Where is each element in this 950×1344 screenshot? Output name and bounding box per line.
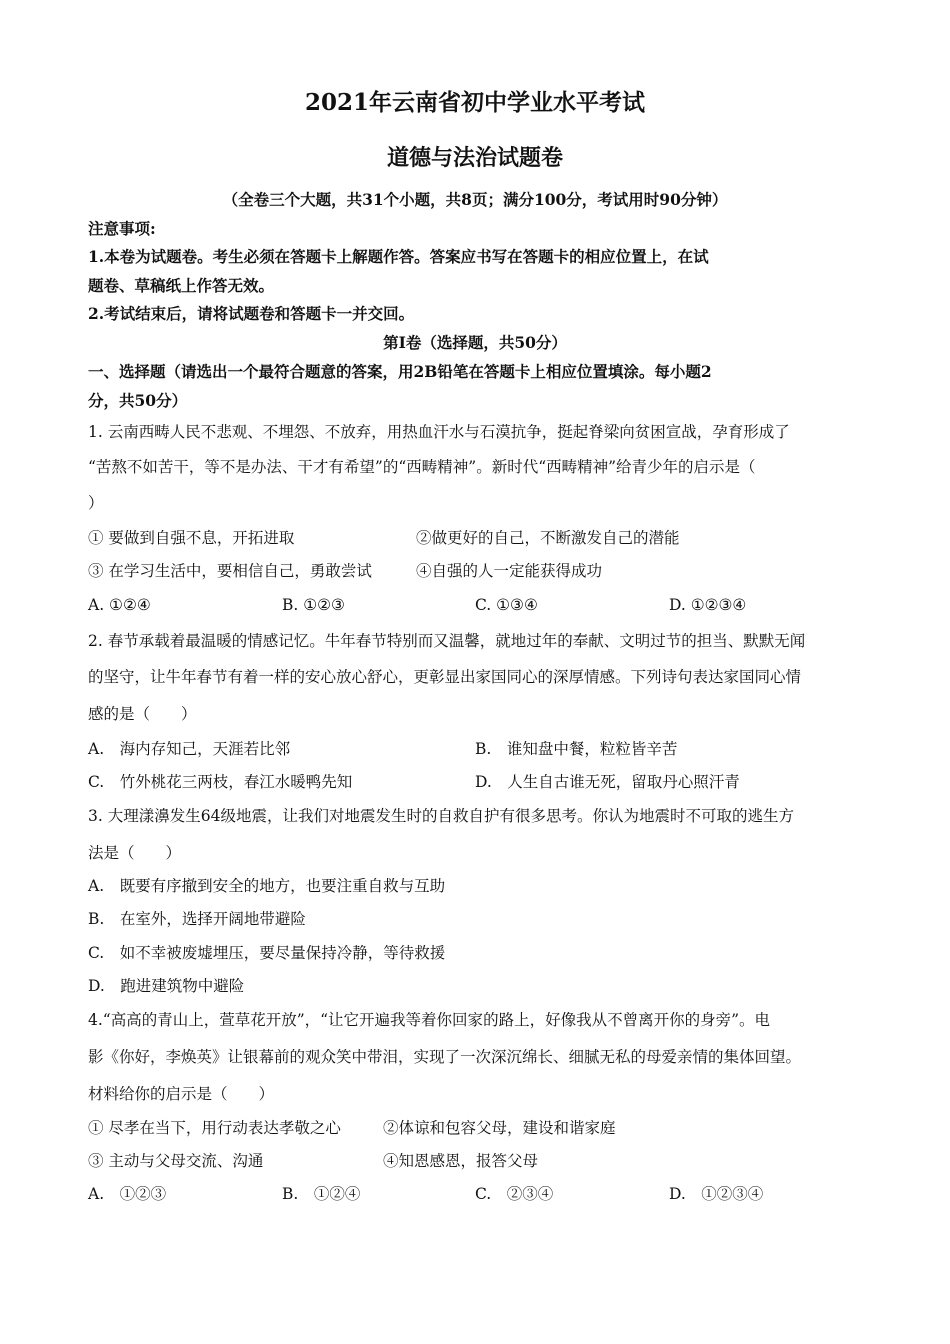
exam-subtitle: 道德与法治试题卷	[386, 145, 563, 171]
q4-statement-4: ④知恩感恩，报答父母	[383, 1152, 539, 1170]
q4-stem-line3: 材料给你的启示是（ ）	[88, 1085, 275, 1103]
q4-stem-line1: 4.“高高的青山上，萱草花开放”，“让它开遍我等着你回家的路上，好像我从不曾离开你的身旁”。电	[88, 1011, 770, 1029]
q3-stem-line2: 法是（ ）	[88, 844, 182, 862]
q4-stem-line2: 影《你好，李焕英》让银幕前的观众笑中带泪，实现了一次深沉绵长、细腻无私的母爱亲情的集体回望。	[88, 1048, 802, 1066]
exam-note: （全卷三个大题，共31个小题，共8页；满分100分，考试用时90分钟）	[222, 190, 728, 209]
q1-stem-line3: ）	[88, 494, 104, 512]
q4-option-b: B. ①②④	[282, 1185, 361, 1203]
q1-option-a: A. ①②④	[88, 596, 151, 614]
section-instruction-line1: 一、选择题（请选出一个最符合题意的答案，用2B铅笔在答题卡上相应位置填涂。每小题2	[88, 362, 712, 381]
q4-option-a: A. ①②③	[88, 1185, 167, 1203]
q4-statement-1: ① 尽孝在当下，用行动表达孝敬之心	[88, 1119, 341, 1137]
q1-option-b: B. ①②③	[282, 596, 345, 614]
q4-statement-3: ③ 主动与父母交流、沟通	[88, 1152, 264, 1170]
section-instruction-line2: 分，共50分）	[88, 391, 188, 410]
q2-stem-line1: 2. 春节承载着最温暖的情感记忆。牛年春节特别而又温馨，就地过年的奉献、文明过节的担当、默默无闻	[88, 632, 806, 650]
q2-option-b: B. 谁知盘中餐，粒粒皆辛苦	[475, 740, 678, 758]
q4-statement-2: ②体谅和包容父母，建设和谐家庭	[383, 1119, 616, 1137]
q4-option-c: C. ②③④	[475, 1185, 554, 1203]
volume-heading: 第Ⅰ卷（选择题，共50分）	[383, 333, 567, 352]
q4-option-d: D. ①②③④	[669, 1185, 764, 1203]
q2-option-c: C. 竹外桃花三两枝，春江水暖鸭先知	[88, 773, 353, 791]
notice-item1-line1: 1.本卷为试题卷。考生必须在答题卡上解题作答。答案应书写在答题卡的相应位置上，在试	[88, 247, 709, 266]
q1-stem-line1: 1. 云南西畴人民不悲观、不埋怨、不放弃，用热血汗水与石漠抗争，挺起脊梁向贫困宣战，孕育形成了	[88, 423, 790, 441]
notice-item2: 2.考试结束后，请将试题卷和答题卡一并交回。	[88, 304, 415, 323]
q1-option-d: D. ①②③④	[669, 596, 747, 614]
q2-option-d: D. 人生自古谁无死，留取丹心照汗青	[475, 773, 740, 791]
q3-option-b: B. 在室外，选择开阔地带避险	[88, 910, 306, 928]
q1-statement-3: ③ 在学习生活中，要相信自己，勇敢尝试	[88, 562, 372, 580]
q3-stem-line1: 3. 大理漾濞发生64级地震，让我们对地震发生时的自救自护有很多思考。你认为地震时不可取的逃生方	[88, 807, 794, 825]
q3-option-c: C. 如不幸被废墟埋压，要尽量保持冷静，等待救援	[88, 944, 446, 962]
q1-statement-2: ②做更好的自己，不断激发自己的潜能	[416, 529, 680, 547]
notice-heading: 注意事项:	[88, 219, 156, 238]
q3-option-d: D. 跑进建筑物中避险	[88, 977, 245, 995]
q1-stem-line2: “苦熬不如苦干，等不是办法、干才有希望”的“西畴精神”。新时代“西畴精神”给青少年的启示是（	[88, 458, 756, 476]
exam-title: 2021年云南省初中学业水平考试	[304, 89, 645, 116]
q3-option-a: A. 既要有序撤到安全的地方，也要注重自救与互助	[88, 877, 446, 895]
q2-stem-line2: 的坚守，让牛年春节有着一样的安心放心舒心，更彰显出家国同心的深厚情感。下列诗句表达家国同心情	[88, 668, 802, 686]
q2-stem-line3: 感的是（ ）	[88, 705, 197, 723]
q1-option-c: C. ①③④	[475, 596, 538, 614]
q2-option-a: A. 海内存知己，天涯若比邻	[88, 740, 291, 758]
notice-item1-line2: 题卷、草稿纸上作答无效。	[88, 276, 275, 295]
q1-statement-4: ④自强的人一定能获得成功	[416, 562, 603, 580]
q1-statement-1: ① 要做到自强不息，开拓进取	[88, 529, 295, 547]
